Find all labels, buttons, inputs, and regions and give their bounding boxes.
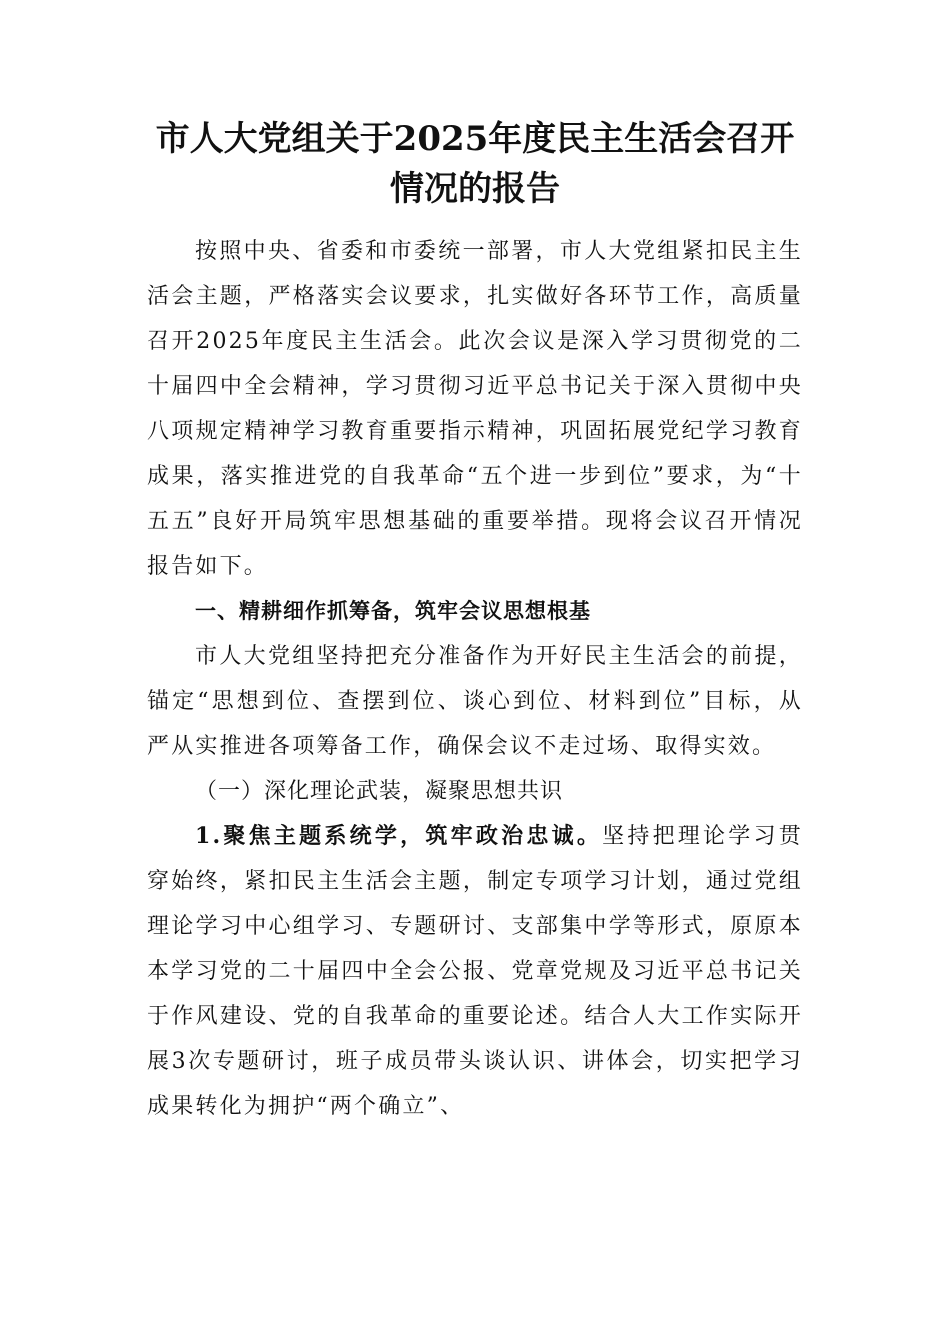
item-1-paragraph [147,814,803,1129]
item-1-text: 坚持把理论学习贯穿始终，紧扣民主生活会主题，制定专项学习计划，通过党组理论学习中心组学习、专题研讨、支部集中学等形式，原原本本学习党的二十届四中全会公报、党章党规及习近平总书记关于作风建设、党的自我革命的重要论述。结合人大工作实际开展3次专题研讨，班子成员带头谈认识、讲体会，切实把学习成果转化为拥护“两个确立”、 [147,824,803,1119]
document-title [120,114,830,214]
intro-paragraph: 按照中央、省委和市委统一部署，市人大党组紧扣民主生活会主题，严格落实会议要求，扎实做好各环节工作，高质量召开2025年度民主生活会。此次会议是深入学习贯彻党的二十届四中全会精神，学习贯彻习近平总书记关于深入贯彻中央八项规定精神学习教育重要指示精神，巩固拓展党纪学习教育成果，落实推进党的自我革命“五个进一步到位”要求，为“十五五”良好开局筑牢思想基础的重要举措。现将会议召开情况报告如下。 [147,239,803,579]
title-line-2: 情况的报告 [390,169,560,209]
section-1-heading: 一、精耕细作抓筹备，筑牢会议思想根基 [195,599,591,623]
title-line-1: 市人大党组关于2025年度民主生活会召开 [155,119,795,159]
item-1-lead: 1.聚焦主题系统学，筑牢政治忠诚。 [195,823,603,849]
document-body [147,229,803,1129]
subsection-1-heading: （一）深化理论武装，凝聚思想共识 [195,779,564,804]
section-1-paragraph: 市人大党组坚持把充分准备作为开好民主生活会的前提，锚定“思想到位、查摆到位、谈心到位、材料到位”目标，从严从实推进各项筹备工作，确保会议不走过场、取得实效。 [147,644,803,759]
